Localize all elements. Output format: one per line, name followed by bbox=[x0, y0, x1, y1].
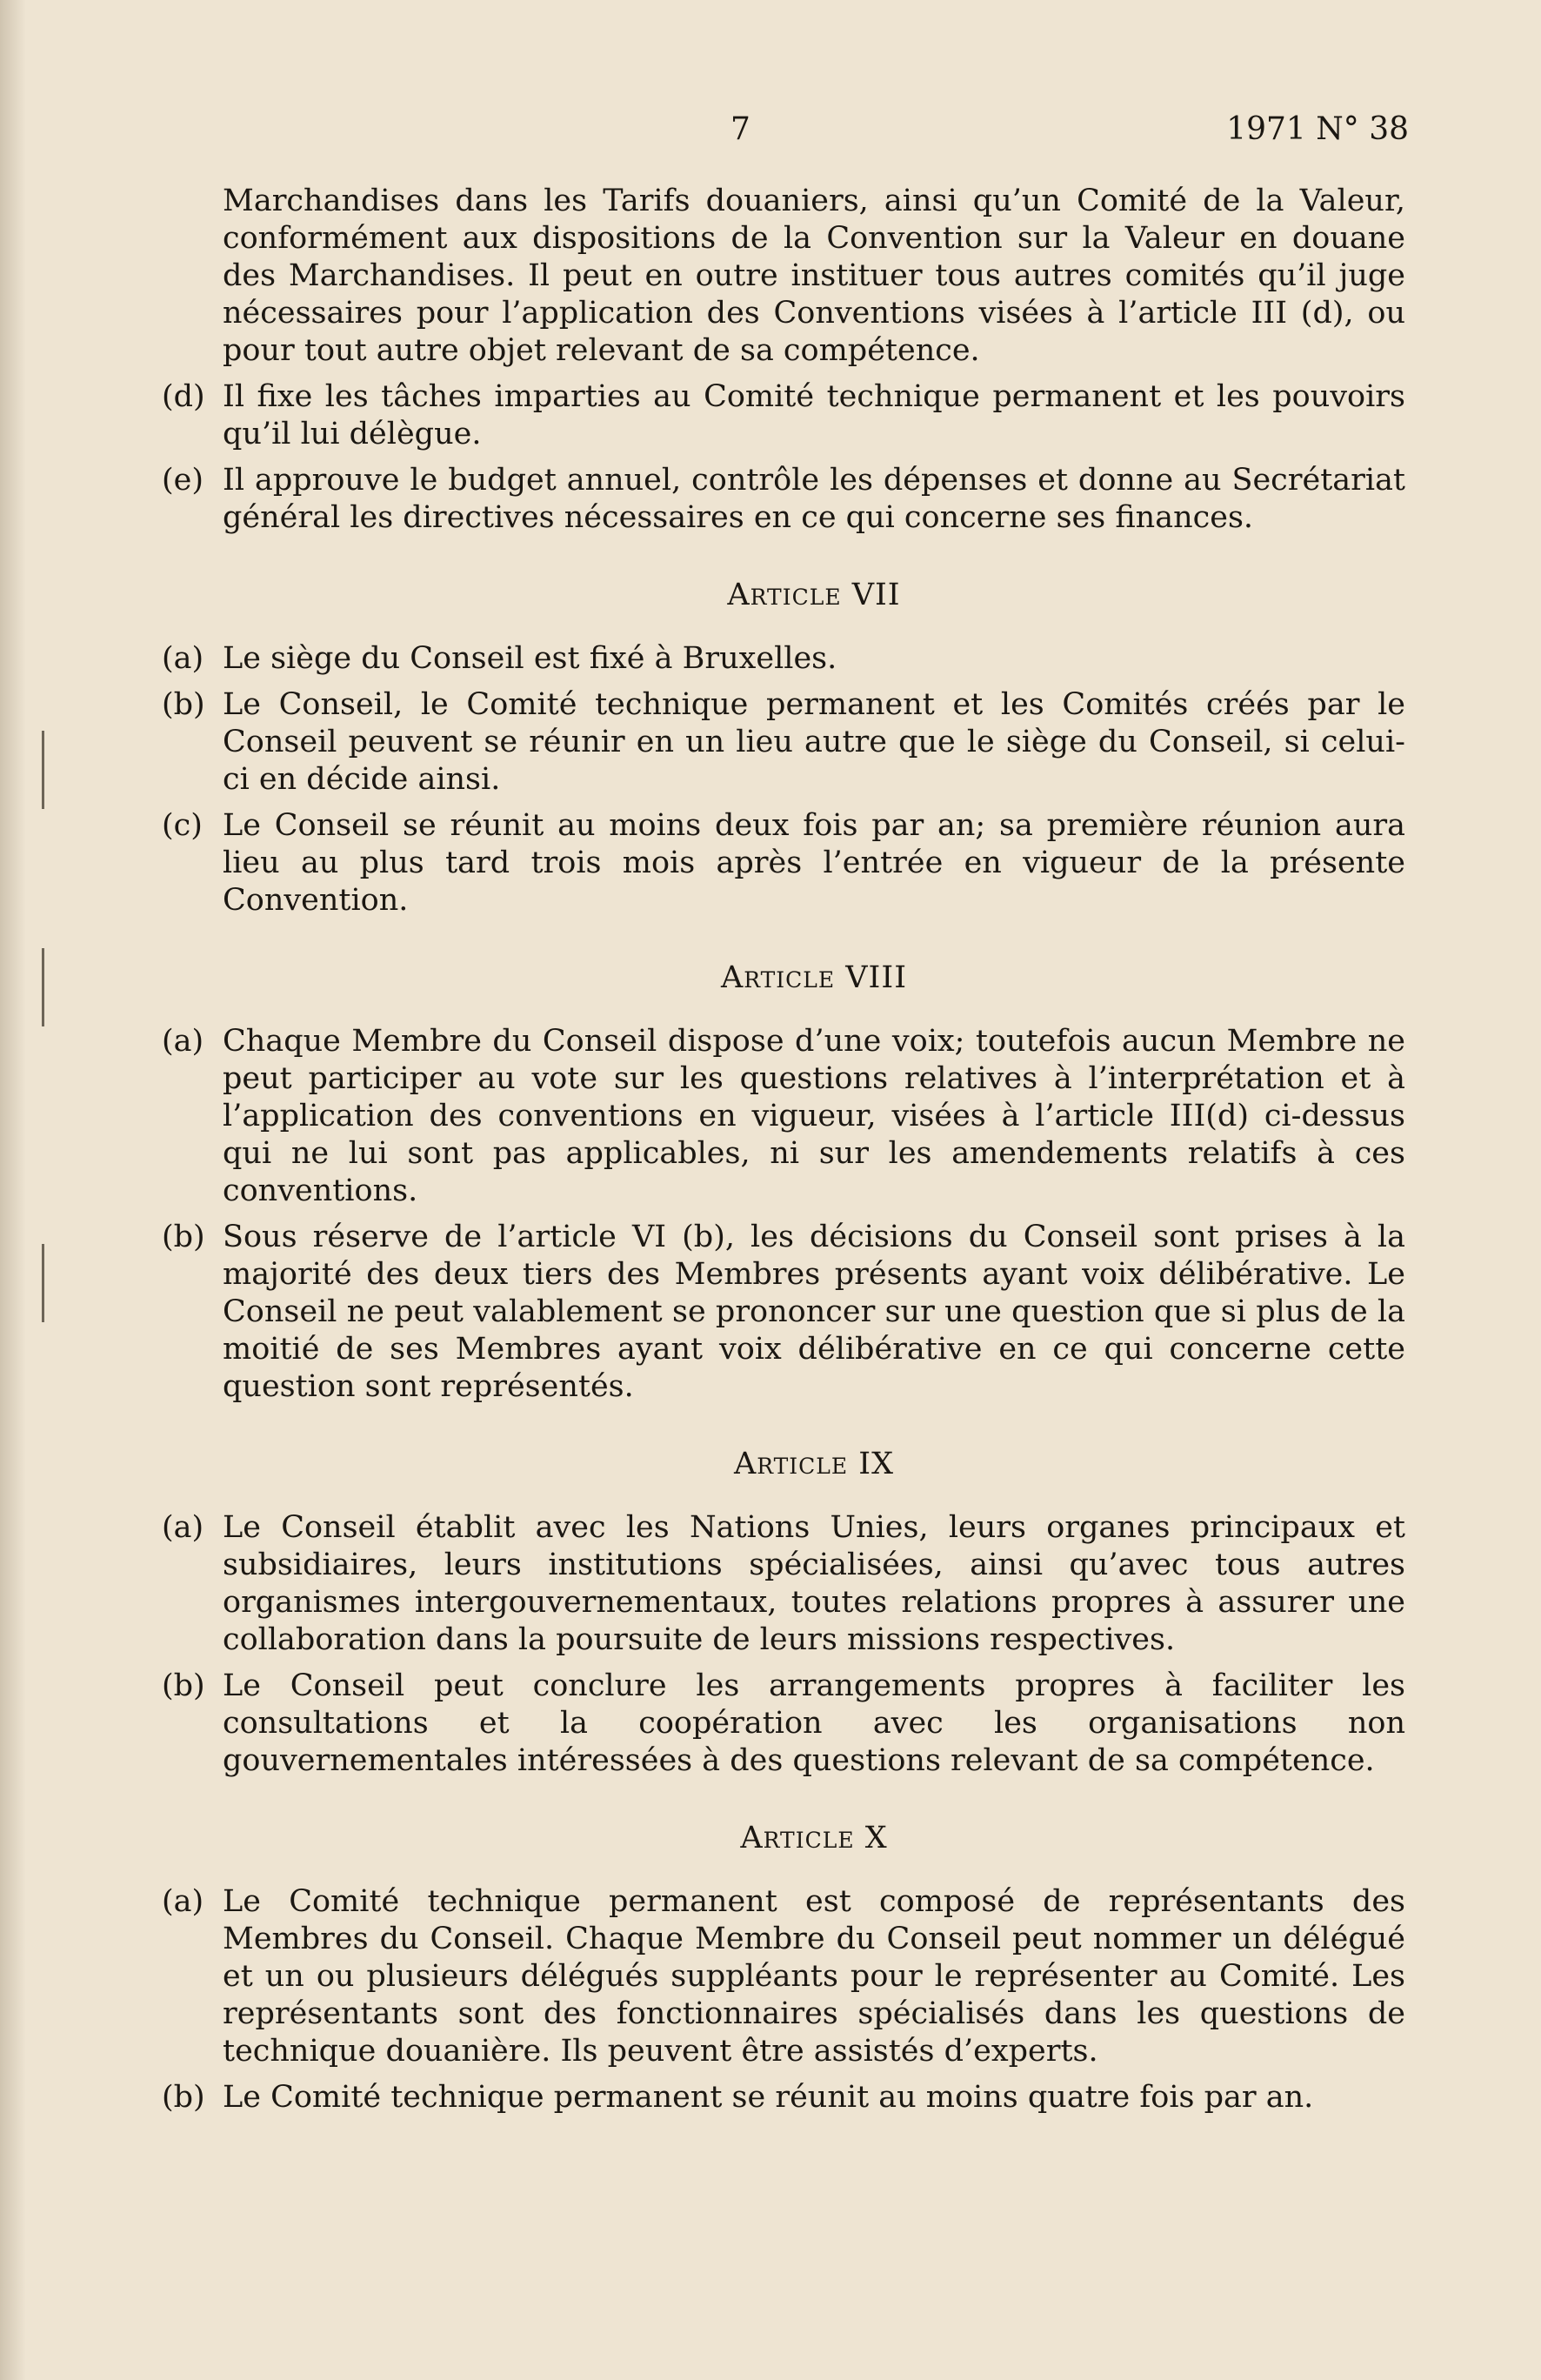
clause-label: (b) bbox=[162, 687, 205, 722]
clause-item bbox=[162, 1668, 1405, 1780]
clause-text: Le Comité technique permanent est composé de représentants des Membres du Conseil. Chaque Membre du Conseil peut nommer un délégué et un ou plusieurs délégués suppléants pour le représenter au Comité. Les représentants sont des fonctionnaires spécialisés dans les questions de technique douanière. Ils peuvent être assistés d’experts. bbox=[223, 1884, 1405, 2069]
article-heading: Article IX bbox=[733, 1447, 895, 1481]
clause-label: (a) bbox=[162, 1510, 204, 1545]
clause-text: Le Comité technique permanent se réunit au moins quatre fois par an. bbox=[223, 2080, 1314, 2115]
clause-text: Le siège du Conseil est fixé à Bruxelles. bbox=[223, 641, 837, 676]
clause-text: Il fixe les tâches imparties au Comité technique permanent et les pouvoirs qu’il lui délègue. bbox=[223, 379, 1405, 451]
margin-mark bbox=[42, 1244, 44, 1322]
margin-mark bbox=[42, 948, 44, 1026]
clause-item bbox=[162, 686, 1405, 799]
clause-label: (a) bbox=[162, 641, 204, 676]
clause-text: Chaque Membre du Conseil dispose d’une voix; toutefois aucun Membre ne peut participer au vote sur les questions relatives à l’interprétation et à l’application des conventions en vigueur, visées à l’article III(d) ci-dessus qui ne lui sont pas applicables, ni sur les amendements relatifs à ces conventions. bbox=[223, 1024, 1405, 1208]
clause-item bbox=[162, 462, 1405, 537]
document-reference: 1971 N° 38 bbox=[1226, 111, 1409, 147]
clause-label: (e) bbox=[162, 463, 204, 498]
clause-label: (d) bbox=[162, 379, 205, 414]
margin-mark bbox=[42, 731, 44, 809]
page-number: 7 bbox=[730, 111, 750, 147]
clause-text: Il approuve le budget annuel, contrôle les dépenses et donne au Secrétariat général les directives nécessaires en ce qui concerne ses finances. bbox=[223, 463, 1405, 535]
clause-text: Le Conseil se réunit au moins deux fois par an; sa première réunion aura lieu au plus tard trois mois après l’entrée en vigueur de la présente Convention. bbox=[223, 808, 1405, 918]
clause-text: Le Conseil peut conclure les arrangements propres à faciliter les consultations et la coopération avec les organisations non gouvernementales intéressées à des questions relevant de sa compétence. bbox=[223, 1668, 1405, 1778]
clause-item bbox=[162, 1883, 1405, 2070]
intro-paragraph: Marchandises dans les Tarifs douaniers, ainsi qu’un Comité de la Valeur, conformément aux dispositions de la Convention sur la Valeur en douane des Marchandises. Il peut en outre instituer tous autres comités qu’il juge nécessaires pour l’application des Conventions visées à l’article III (d), ou pour tout autre objet relevant de sa compétence. bbox=[223, 184, 1405, 368]
page-edge-shadow bbox=[0, 0, 26, 2380]
clause-text: Le Conseil établit avec les Nations Unies, leurs organes principaux et subsidiaires, leurs institutions spécialisées, ainsi qu’avec tous autres organismes intergouvernementaux, toutes relations propres à assurer une collaboration dans la poursuite de leurs missions respectives. bbox=[223, 1510, 1405, 1657]
clause-item bbox=[162, 807, 1405, 919]
page-header bbox=[0, 111, 1541, 155]
clause-label: (a) bbox=[162, 1884, 204, 1919]
clause-label: (c) bbox=[162, 808, 203, 843]
clause-label: (b) bbox=[162, 2080, 205, 2115]
article-heading: Article VIII bbox=[720, 960, 908, 995]
clause-label: (b) bbox=[162, 1220, 205, 1254]
article-heading: Article X bbox=[740, 1821, 888, 1855]
clause-item bbox=[162, 378, 1405, 453]
document-body bbox=[162, 183, 1405, 2125]
clause-item bbox=[162, 2079, 1405, 2116]
clause-text: Le Conseil, le Comité technique permanent et les Comités créés par le Conseil peuvent se réunir en un lieu autre que le siège du Conseil, si celui-ci en décide ainsi. bbox=[223, 687, 1405, 797]
clause-item bbox=[162, 1023, 1405, 1210]
clause-item bbox=[162, 1219, 1405, 1406]
clause-text: Sous réserve de l’article VI (b), les décisions du Conseil sont prises à la majorité des deux tiers des Membres présents ayant voix délibérative. Le Conseil ne peut valablement se prononcer sur une question que si plus de la moitié de ses Membres ayant voix délibérative en ce qui concerne cette question sont représentés. bbox=[223, 1220, 1405, 1404]
article-heading: Article VII bbox=[727, 578, 901, 612]
clause-item bbox=[162, 1509, 1405, 1659]
clause-item bbox=[162, 640, 1405, 678]
clause-label: (b) bbox=[162, 1668, 205, 1703]
clause-label: (a) bbox=[162, 1024, 204, 1059]
